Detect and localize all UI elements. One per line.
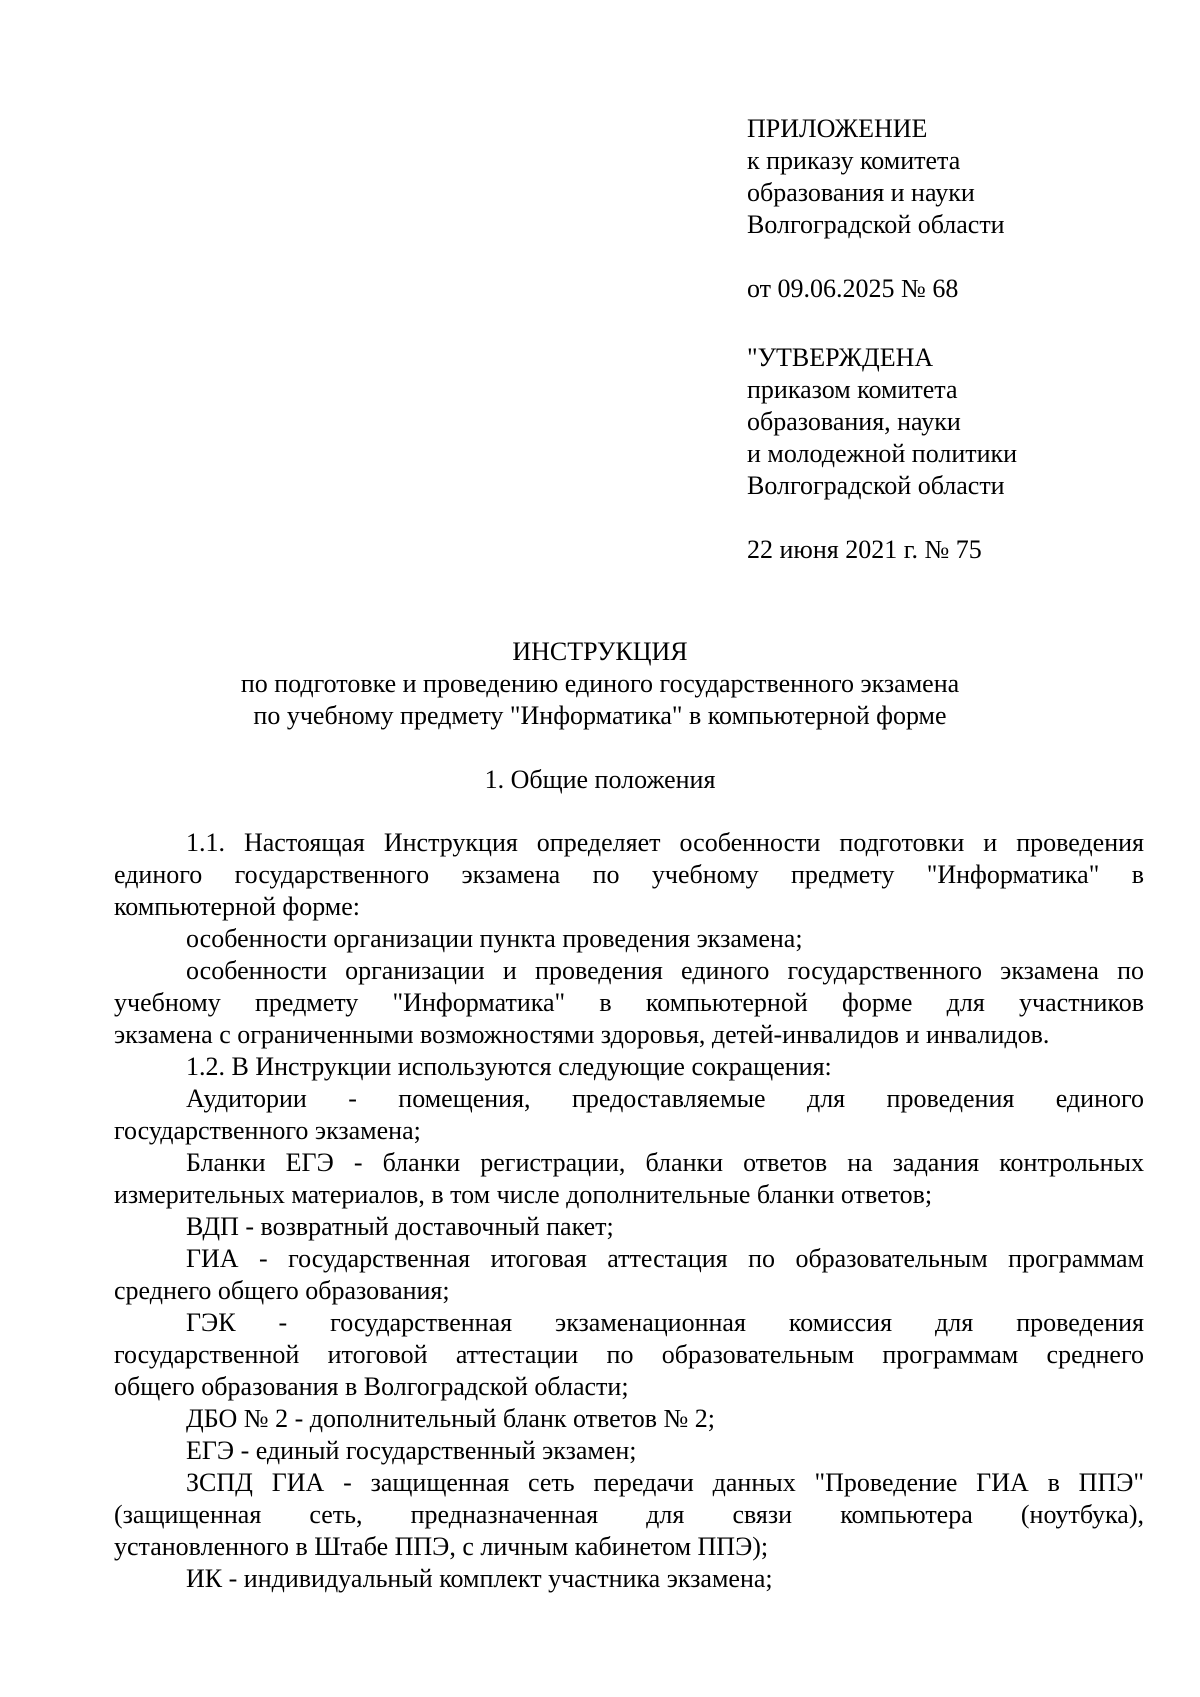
spacer bbox=[747, 502, 1167, 534]
paragraph-line: ИК - индивидуальный комплект участника экзамена; bbox=[186, 1564, 773, 1593]
approved-line-4: Волгоградской области bbox=[747, 471, 1005, 500]
paragraph-line: ГЭК - государственная экзаменационная комиссия для проведения bbox=[186, 1308, 1144, 1337]
appendix-header bbox=[747, 113, 1167, 305]
paragraph-line: ДБО № 2 - дополнительный бланк ответов № 2; bbox=[186, 1404, 716, 1433]
paragraph-line: измерительных материалов, в том числе дополнительные бланки ответов; bbox=[114, 1180, 933, 1209]
paragraph-line: (защищенная сеть, предназначенная для связи компьютера (ноутбука), bbox=[114, 1500, 1144, 1529]
paragraph-line: государственного экзамена; bbox=[114, 1116, 421, 1145]
abbreviation-item bbox=[114, 1307, 1144, 1403]
approved-date-number: 22 июня 2021 г. № 75 bbox=[747, 535, 982, 564]
approved-title: "УТВЕРЖДЕНА bbox=[747, 343, 934, 372]
paragraph-line: ГИА - государственная итоговая аттестация по образовательным программам bbox=[186, 1244, 1144, 1273]
document-subtitle-line-2: по учебному предмету "Информатика" в компьютерной форме bbox=[253, 701, 947, 730]
appendix-line-1: к приказу комитета bbox=[747, 146, 961, 175]
paragraph-1-1 bbox=[114, 827, 1144, 923]
paragraph-line: среднего общего образования; bbox=[114, 1276, 450, 1305]
abbreviation-item bbox=[114, 1083, 1144, 1147]
paragraph-1-2 bbox=[114, 1051, 1144, 1083]
paragraph-line: общего образования в Волгоградской области; bbox=[114, 1372, 629, 1401]
paragraph-line: Аудитории - помещения, предоставляемые для проведения единого bbox=[186, 1084, 1144, 1113]
abbreviation-item bbox=[114, 1435, 1144, 1467]
paragraph-line: особенности организации пункта проведения экзамена; bbox=[186, 924, 803, 953]
appendix-date-number: от 09.06.2025 № 68 bbox=[747, 274, 959, 303]
section-heading: 1. Общие положения bbox=[484, 765, 716, 794]
abbreviation-item bbox=[114, 1403, 1144, 1435]
paragraph-item bbox=[114, 955, 1144, 1051]
paragraph-line: ЗСПД ГИА - защищенная сеть передачи данных "Проведение ГИА в ППЭ" bbox=[186, 1468, 1144, 1497]
paragraph-line: единого государственного экзамена по учебному предмету "Информатика" в bbox=[114, 860, 1144, 889]
paragraph-line: особенности организации и проведения единого государственного экзамена по bbox=[186, 956, 1144, 985]
paragraph-line: учебному предмету "Информатика" в компьютерной форме для участников bbox=[114, 988, 1144, 1017]
paragraph-line: ВДП - возвратный доставочный пакет; bbox=[186, 1212, 614, 1241]
document-body bbox=[114, 827, 1144, 1595]
approved-line-3: и молодежной политики bbox=[747, 439, 1018, 468]
document-title: ИНСТРУКЦИЯ bbox=[512, 637, 688, 666]
spacer bbox=[0, 732, 1200, 764]
abbreviation-item bbox=[114, 1243, 1144, 1307]
paragraph-line: установленного в Штабе ППЭ, с личным кабинетом ППЭ); bbox=[114, 1532, 769, 1561]
spacer bbox=[747, 241, 1167, 273]
paragraph-line: государственной итоговой аттестации по образовательным программам среднего bbox=[114, 1340, 1144, 1369]
appendix-line-3: Волгоградской области bbox=[747, 210, 1005, 239]
paragraph-line: ЕГЭ - единый государственный экзамен; bbox=[186, 1436, 637, 1465]
abbreviation-item bbox=[114, 1211, 1144, 1243]
paragraph-item bbox=[114, 923, 1144, 955]
paragraph-line: экзамена с ограниченными возможностями здоровья, детей-инвалидов и инвалидов. bbox=[114, 1020, 1050, 1049]
approved-stamp-text bbox=[747, 342, 1167, 566]
appendix-line-2: образования и науки bbox=[747, 178, 975, 207]
approved-line-2: образования, науки bbox=[747, 407, 961, 436]
paragraph-line: 1.1. Настоящая Инструкция определяет особенности подготовки и проведения bbox=[186, 828, 1144, 857]
document-subtitle-line-1: по подготовке и проведению единого государственного экзамена bbox=[240, 669, 960, 698]
abbreviation-item bbox=[114, 1467, 1144, 1563]
abbreviation-item bbox=[114, 1563, 1144, 1595]
appendix-title: ПРИЛОЖЕНИЕ bbox=[747, 114, 928, 143]
paragraph-line: 1.2. В Инструкции используются следующие сокращения: bbox=[186, 1052, 832, 1081]
approved-line-1: приказом комитета bbox=[747, 375, 958, 404]
paragraph-line: компьютерной форме: bbox=[114, 892, 361, 921]
paragraph-line: Бланки ЕГЭ - бланки регистрации, бланки ответов на задания контрольных bbox=[186, 1148, 1144, 1177]
document-title-block bbox=[0, 636, 1200, 796]
abbreviation-item bbox=[114, 1147, 1144, 1211]
